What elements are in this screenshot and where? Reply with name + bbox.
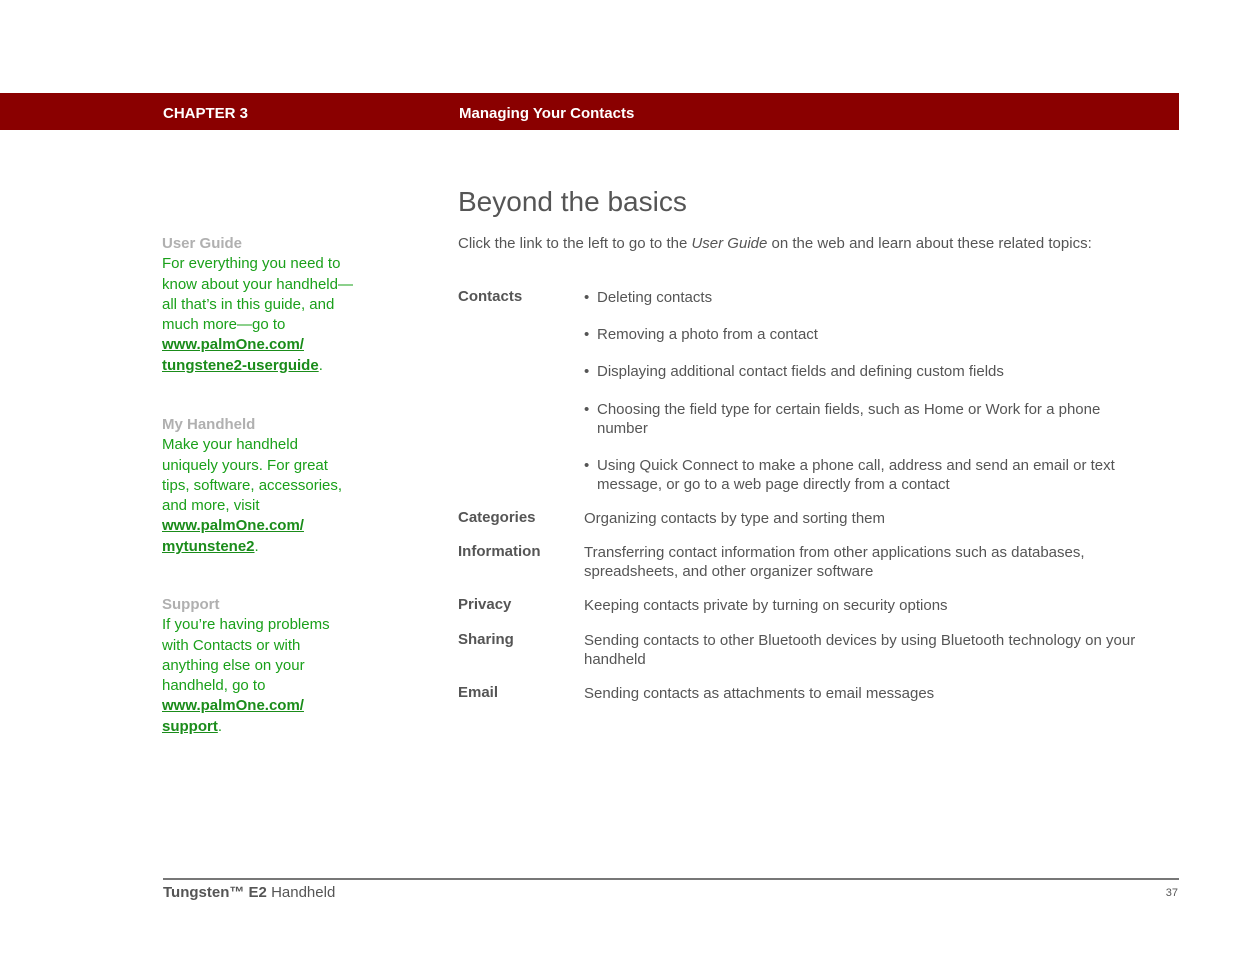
footer-product-bold: Tungsten™ E2	[163, 884, 267, 901]
chapter-label: CHAPTER 3	[163, 105, 249, 122]
list-item	[584, 456, 1144, 494]
footer-product-rest: Handheld	[266, 884, 336, 901]
bullet-icon: •	[584, 326, 590, 343]
topic-desc-email: Sending contacts as attachments to email messages	[584, 685, 935, 702]
list-item	[584, 362, 1154, 381]
topic-label-email: Email	[458, 684, 499, 701]
topic-label-sharing: Sharing	[458, 631, 514, 648]
topic-label-categories: Categories	[458, 509, 536, 526]
topic-desc-information: Transferring contact information from other applications such as databases, spreadsheets, and other organizer software	[584, 544, 1085, 580]
sidebar-heading: Support	[162, 596, 220, 613]
chapter-title: Managing Your Contacts	[459, 105, 635, 122]
sidebar-period: .	[318, 356, 323, 374]
sidebar-text-line: know about your handheld—	[162, 275, 353, 293]
sidebar-heading: My Handheld	[162, 416, 256, 433]
sidebar-block-my-handheld	[162, 415, 387, 557]
intro-text-end: on the web and learn about these related topics:	[767, 235, 1092, 252]
intro-emphasis: User Guide	[691, 235, 768, 252]
list-item	[584, 288, 1154, 307]
bullet-icon: •	[584, 457, 590, 474]
sidebar-text-line: with Contacts or with	[162, 636, 301, 654]
section-title: Beyond the basics	[458, 186, 687, 217]
list-item	[584, 325, 1154, 344]
sidebar-text-line: much more—go to	[162, 316, 286, 334]
sidebar-text-line: If you’re having problems	[162, 616, 330, 634]
sidebar-text-line: uniquely yours. For great	[162, 456, 328, 474]
page-number: 37	[1165, 887, 1178, 899]
bullet-icon: •	[584, 401, 590, 418]
list-item	[584, 400, 1114, 438]
sidebar-text-line: and more, visit	[162, 497, 260, 515]
my-handheld-link[interactable]: www.palmOne.com/	[162, 517, 304, 535]
bullet-text: Displaying additional contact fields and defining custom fields	[597, 363, 1004, 380]
sidebar-text-line: For everything you need to	[162, 255, 341, 273]
topic-desc-categories: Organizing contacts by type and sorting them	[584, 510, 885, 527]
footer-divider	[163, 878, 1179, 880]
sidebar-block-user-guide	[162, 234, 387, 376]
sidebar-text-line: Make your handheld	[162, 436, 298, 454]
footer-product-name	[163, 884, 335, 901]
sidebar-heading: User Guide	[162, 235, 243, 252]
sidebar-text-line: tips, software, accessories,	[162, 476, 343, 494]
bullet-text: Deleting contacts	[597, 289, 713, 306]
topic-label-contacts: Contacts	[458, 288, 523, 305]
sidebar-block-support	[162, 595, 387, 737]
sidebar-period: .	[254, 537, 259, 555]
sidebar-period: .	[217, 717, 222, 735]
bullet-text: Using Quick Connect to make a phone call, address and send an email or text message, or go to a web page directly from a contact	[597, 457, 1115, 493]
topic-desc-privacy: Keeping contacts private by turning on security options	[584, 597, 948, 614]
sidebar-text-line: anything else on your	[162, 656, 305, 674]
topic-desc-sharing: Sending contacts to other Bluetooth devices by using Bluetooth technology on your handheld	[584, 632, 1136, 668]
bullet-text: Choosing the field type for certain fields, such as Home or Work for a phone number	[597, 401, 1101, 437]
support-link[interactable]: support	[162, 717, 218, 735]
sidebar-text-line: handheld, go to	[162, 677, 266, 695]
bullet-text: Removing a photo from a contact	[597, 326, 818, 343]
topic-label-privacy: Privacy	[458, 596, 512, 613]
bullet-icon: •	[584, 289, 590, 306]
my-handheld-link[interactable]: mytunstene2	[162, 537, 255, 555]
topic-label-information: Information	[458, 543, 541, 560]
user-guide-link[interactable]: www.palmOne.com/	[162, 336, 304, 354]
support-link[interactable]: www.palmOne.com/	[162, 697, 304, 715]
sidebar-text-line: all that’s in this guide, and	[162, 295, 335, 313]
intro-text-start: Click the link to the left to go to the	[458, 235, 692, 252]
intro-paragraph	[458, 235, 1178, 252]
user-guide-link[interactable]: tungstene2-userguide	[162, 356, 319, 374]
bullet-icon: •	[584, 363, 590, 380]
